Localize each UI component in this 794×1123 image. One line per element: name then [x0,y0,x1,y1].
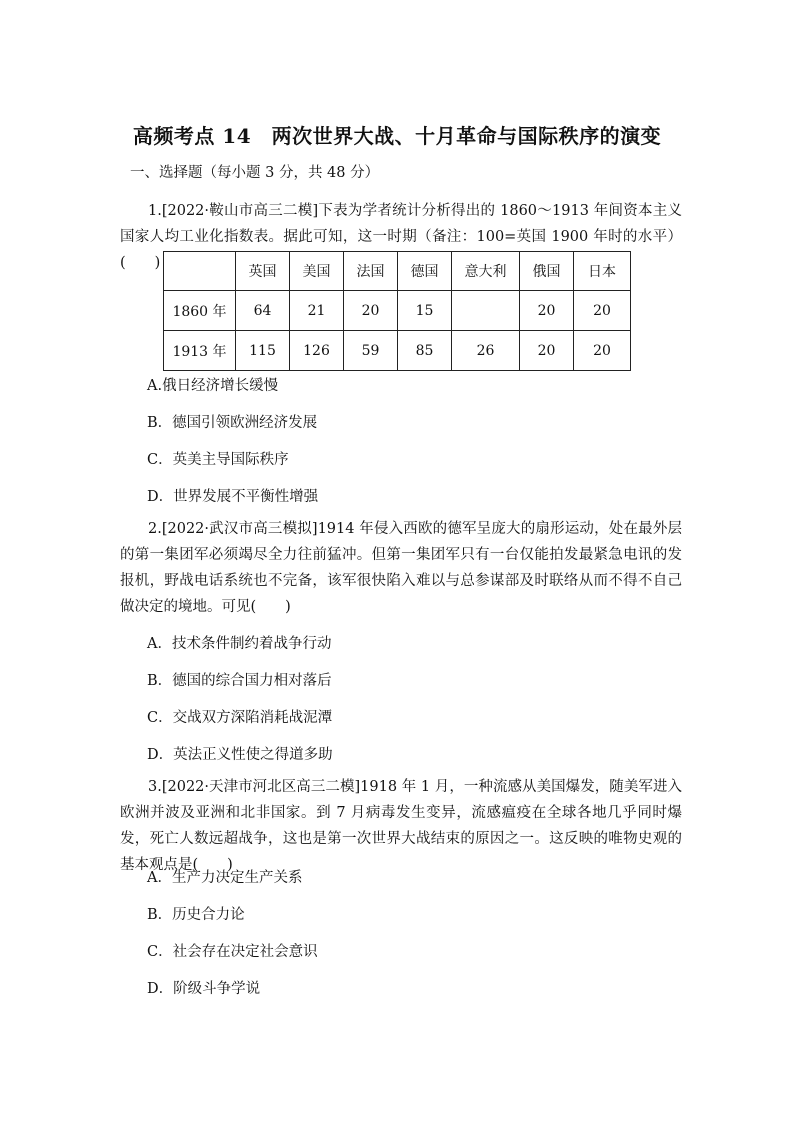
question-1-option-a[interactable]: A.俄日经济增长缓慢 [147,378,279,394]
table-header-cell: 意大利 [452,252,520,291]
table-header-cell: 日本 [574,252,631,291]
page-title: 高频考点 14 两次世界大战、十月革命与国际秩序的演变 [132,124,662,148]
table-cell: 126 [290,331,344,371]
question-1-option-c[interactable]: C．英美主导国际秩序 [147,452,289,468]
question-3-option-d[interactable]: D．阶级斗争学说 [147,981,261,997]
table-cell: 59 [344,331,398,371]
question-2-option-b[interactable]: B．德国的综合国力相对落后 [147,673,332,689]
question-3-option-a[interactable]: A．生产力决定生产关系 [147,870,303,886]
table-cell: 20 [520,291,574,331]
question-3-option-b[interactable]: B．历史合力论 [147,907,245,923]
question-3-option-c[interactable]: C．社会存在决定社会意识 [147,944,318,960]
table-header-cell [164,252,236,291]
question-2-option-a[interactable]: A．技术条件制约着战争行动 [147,636,332,652]
table-cell: 20 [574,291,631,331]
table-cell: 1913 年 [164,331,236,371]
table-header-cell: 德国 [398,252,452,291]
question-2-option-d[interactable]: D．英法正义性使之得道多助 [147,747,333,763]
question-2-stem: 2.[2022·武汉市高三模拟]1914 年侵入西欧的德军呈庞大的扇形运动，处在最外层的第一集团军必须竭尽全力往前猛冲。但第一集团军只有一台仅能拍发最紧急电讯的发报机，野战电话系统也不完备，该军很快陷入难以与总参谋部及时联络从而不得不自己做决定的境地。可见( ) [120,521,682,615]
section-heading: 一、选择题（每小题 3 分，共 48 分） [130,165,380,181]
question-3-stem: 3.[2022·天津市河北区高三二模]1918 年 1 月，一种流感从美国爆发，随美军进入欧洲并波及亚洲和北非国家。到 7 月病毒发生变异，流感瘟疫在全球各地几乎同时爆发，死亡人数远超战争，这也是第一次世界大战结束的原因之一。这反映的唯物史观的基本观点是( ) [120,779,682,873]
table-header-cell: 法国 [344,252,398,291]
table-cell [452,291,520,331]
table-cell: 21 [290,291,344,331]
industrialization-index-table [163,251,631,371]
table-cell: 85 [398,331,452,371]
table-cell: 15 [398,291,452,331]
table-cell: 64 [236,291,290,331]
table-row [164,291,631,331]
table-cell: 1860 年 [164,291,236,331]
table-header-cell: 美国 [290,252,344,291]
table-cell: 20 [344,291,398,331]
question-1-option-d[interactable]: D．世界发展不平衡性增强 [147,489,319,505]
table-header-cell: 英国 [236,252,290,291]
table-header-row [164,252,631,291]
table-row [164,331,631,371]
table-cell: 20 [520,331,574,371]
table-header-cell: 俄国 [520,252,574,291]
table-cell: 26 [452,331,520,371]
question-1-option-b[interactable]: B．德国引领欧洲经济发展 [147,415,318,431]
table-cell: 115 [236,331,290,371]
question-1-stem: 1.[2022·鞍山市高三二模]下表为学者统计分析得出的 1860～1913 年间资本主义国家人均工业化指数表。据此可知，这一时期（备注：100=英国 1900 年时的水平）( ) [120,203,682,271]
question-2-option-c[interactable]: C．交战双方深陷消耗战泥潭 [147,710,333,726]
table-cell: 20 [574,331,631,371]
